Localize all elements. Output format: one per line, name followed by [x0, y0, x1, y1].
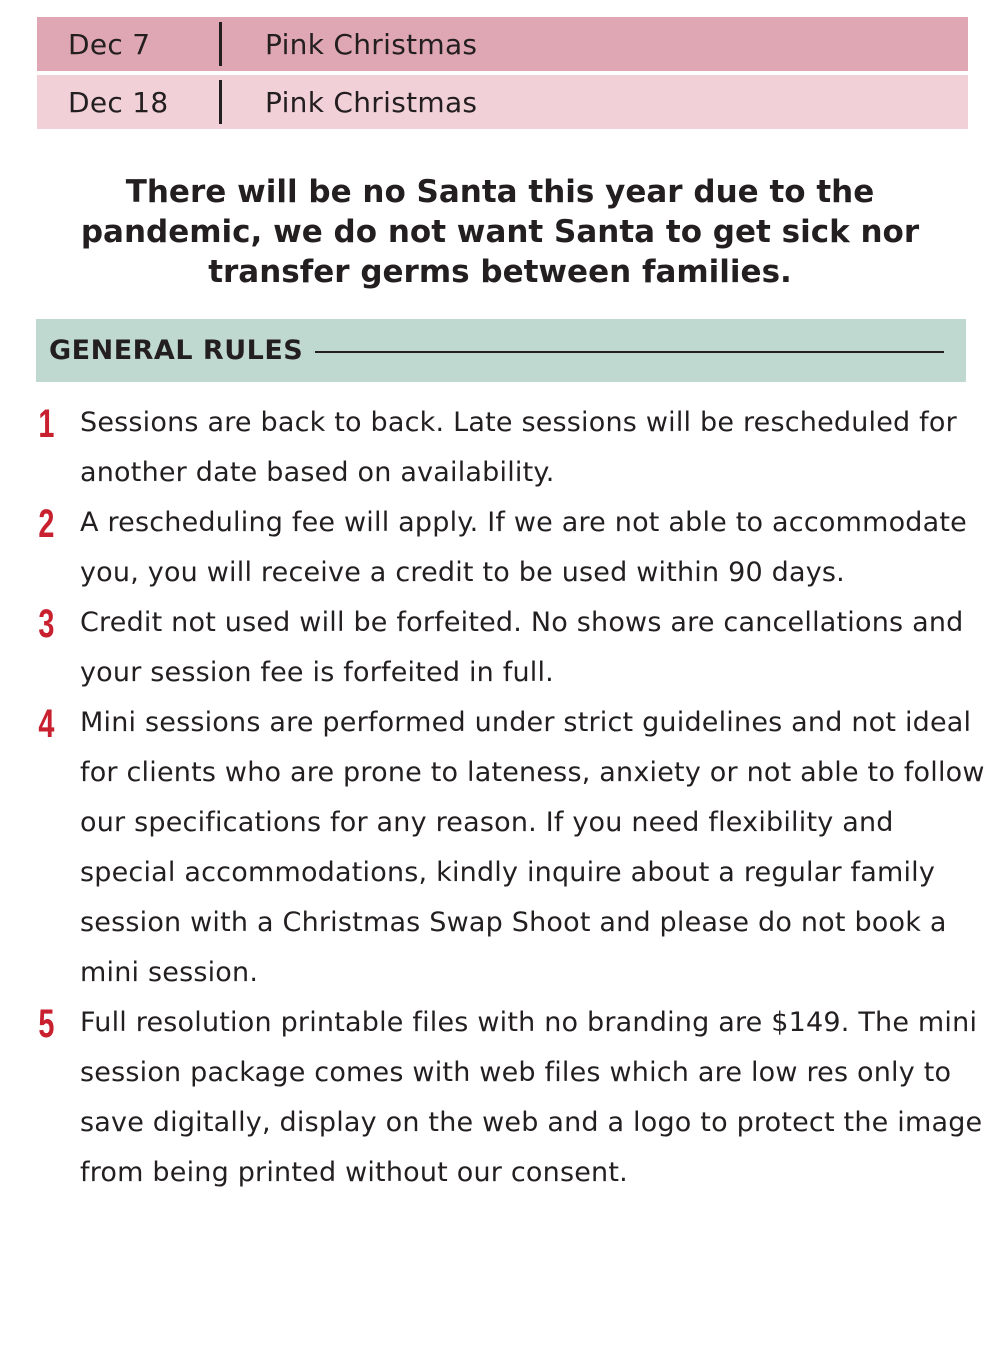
- schedule-event: Pink Christmas: [265, 85, 478, 119]
- schedule-date: Dec 18: [68, 85, 169, 119]
- rule-number: 1: [38, 402, 55, 446]
- rules-title: GENERAL RULES: [49, 335, 304, 366]
- rule-item: [0, 998, 1000, 1198]
- schedule-date: Dec 7: [68, 27, 151, 61]
- rule-number: 5: [38, 1002, 55, 1046]
- rules-header: [36, 319, 966, 382]
- rule-text: Credit not used will be forfeited. No shows are cancellations and your session fee is forfeited in full.: [80, 607, 964, 688]
- rule-text: Full resolution printable files with no branding are $149. The mini session package comes with web files which are low res only to save digitally, display on the web and a logo to protect the image from being printed without our consent.: [80, 1007, 983, 1188]
- rule-text: Mini sessions are performed under strict guidelines and not ideal for clients who are prone to lateness, anxiety or not able to follow our specifications for any reason. If you need flexibility and special accommodations, kindly inquire about a regular family session with a Christmas Swap Shoot and please do not book a mini session.: [80, 707, 985, 988]
- santa-notice: There will be no Santa this year due to the pandemic, we do not want Santa to get sick nor transfer germs between families.: [80, 174, 920, 290]
- rule-number: 2: [38, 502, 55, 546]
- rule-item: [0, 598, 1000, 698]
- rules-list: [0, 398, 1000, 1198]
- rule-text: A rescheduling fee will apply. If we are not able to accommodate you, you will receive a credit to be used within 90 days.: [80, 507, 967, 588]
- schedule-table: [37, 17, 968, 133]
- rule-number: 3: [38, 602, 55, 646]
- rule-text: Sessions are back to back. Late sessions will be rescheduled for another date based on availability.: [80, 407, 957, 488]
- header-rule-line: [315, 351, 944, 353]
- rule-item: [0, 498, 1000, 598]
- schedule-row: [37, 17, 968, 71]
- rule-number: 4: [38, 702, 55, 746]
- rule-item: [0, 398, 1000, 498]
- schedule-row: [37, 75, 968, 129]
- schedule-event: Pink Christmas: [265, 27, 478, 61]
- rule-item: [0, 698, 1000, 998]
